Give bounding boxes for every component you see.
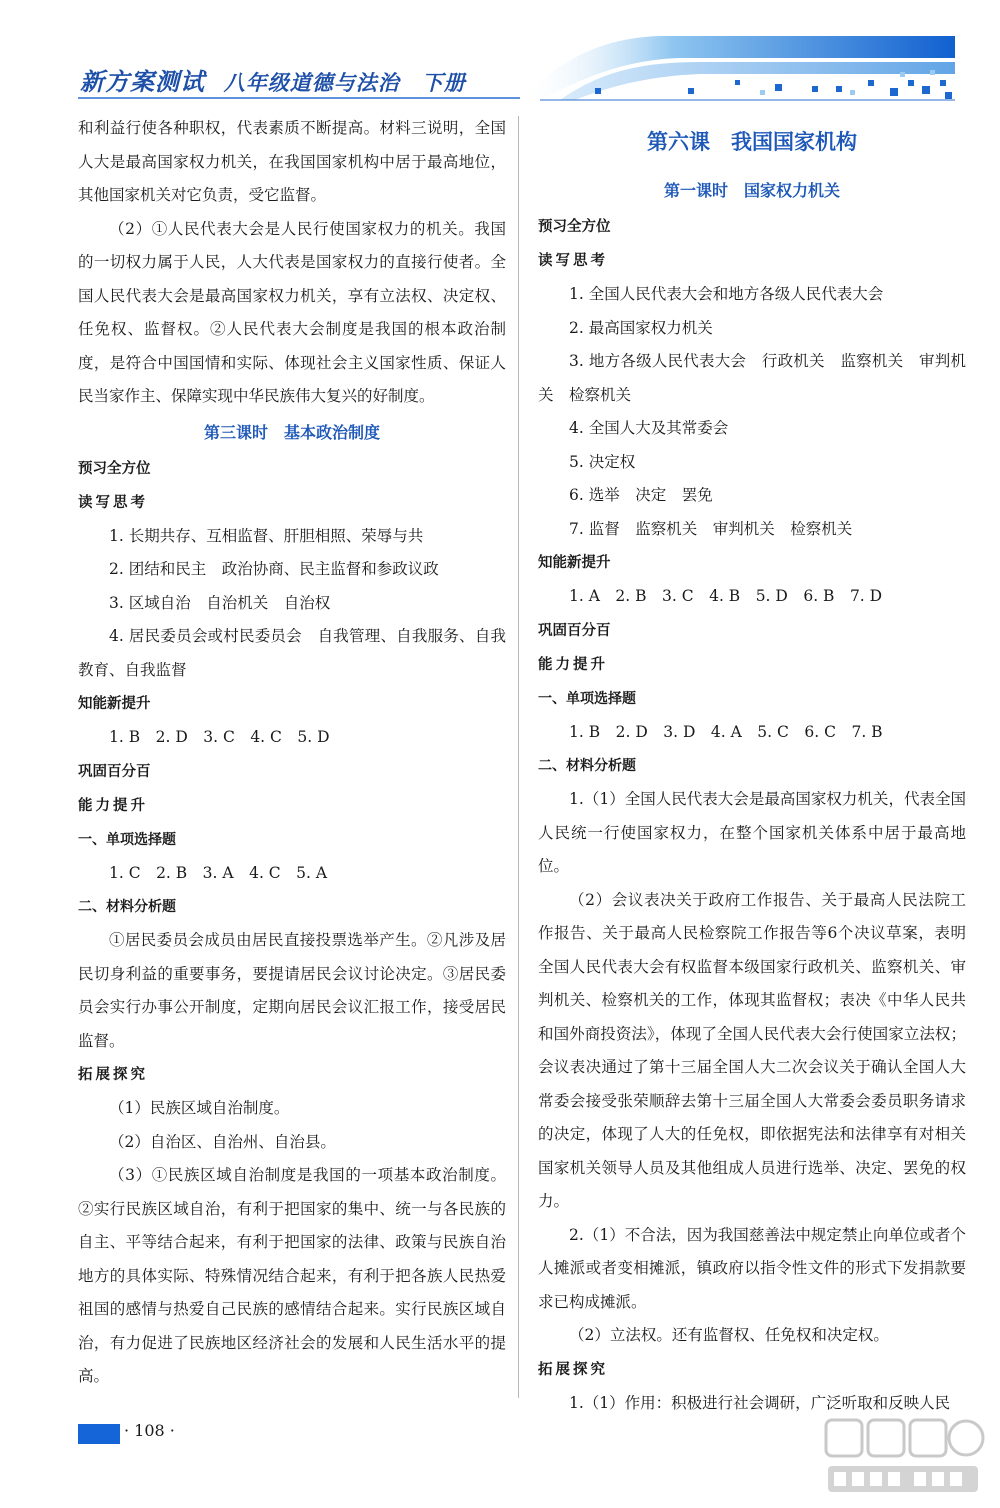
page-number: · 108 · [124,1421,175,1440]
answer-paragraph: （2）①人民代表大会是人民行使国家权力的机关。我国的一切权力属于人民，人大代表是国家权力的直接行使者。全国人民代表大会是最高国家权力机关，享有立法权、决定权、任免权、监督权。②人民代表大会制度是我国的根本政治制度，是符合中国国情和实际、体现社会主义国家性质、保证人民当家作主、保障实现中华民族伟大复兴的好制度。 [78,219,506,405]
question-type-title: 一、单项选择题 [538,690,636,707]
section-title: 第三课时 基本政治制度 [203,422,380,442]
heading-read-write: 读写思考 [78,493,148,511]
answer-key: 1. A 2. B 3. C 4. B 5. D 6. B 7. D [569,587,883,605]
answer-paragraph: 1.（1）作用：积极进行社会调研，广泛听取和反映人民 [569,1393,951,1412]
question-type-title: 一、单项选择题 [78,831,176,848]
answer-item: 3. 区域自治 自治机关 自治权 [109,593,331,612]
answer-item: （1）民族区域自治制度。 [109,1099,290,1117]
heading-explore: 拓展探究 [78,1066,148,1083]
book-subject: 八年级道德与法治 下册 [223,70,466,95]
heading-ability: 能力提升 [78,796,148,814]
heading-preview: 预习全方位 [78,460,151,477]
section-title: 第一课时 国家权力机关 [663,181,840,200]
column-divider [518,116,519,1398]
footer-color-bar [78,1424,120,1444]
answer-paragraph: ①居民委员会成员由居民直接投票选举产生。②凡涉及居民切身利益的重要事务，要提请居民会议讨论决定。③居民委员会实行办事公开制度，定期向居民会议汇报工作，接受居民监督。 [78,931,506,1050]
answer-item: （2）自治区、自治州、自治县。 [109,1132,336,1151]
answer-paragraph: （2）会议表决关于政府工作报告、关于最高人民法院工作报告、关于最高人民检察院工作报告等6个决议草案，表明全国人民代表大会有权监督本级国家行政机关、监察机关、审判机关、检察机关的工作，体现其监督权；表决《中华人民共和国外商投资法》，体现了全国人民代表大会行使国家立法权；会议表决通过了第十三届全国人大二次会议关于确认全国人大常委会接受张荣顺辞去第十三届全国人大常委会委员职务请求的决定，体现了人大的任免权，即依据宪法和法律享有对相关国家机关领导人员及其他组成人员进行选举、决定、罢免的权力。 [538,890,966,1210]
answer-item: 7. 监督 监察机关 审判机关 检察机关 [569,519,853,538]
answer-item: 1. 全国人民代表大会和地方各级人民代表大会 [569,285,884,303]
answer-paragraph: （2）立法权。还有监督权、任免权和决定权。 [569,1326,889,1344]
right-column [538,112,966,1420]
heading-preview: 预习全方位 [538,219,611,235]
answer-item: 4. 居民委员会或村民委员会 自我管理、自我服务、自我教育、自我监督 [78,627,506,679]
answer-item: 4. 全国人大及其常委会 [569,419,729,437]
watermark-logo [818,1414,988,1500]
answer-item: 2. 最高国家权力机关 [569,318,713,337]
answer-item: 3. 地方各级人民代表大会 行政机关 监察机关 审判机关 检察机关 [538,352,966,404]
header-title [80,62,466,97]
answer-key: 1. C 2. B 3. A 4. C 5. A [109,863,328,882]
answer-paragraph: 2.（1）不合法，因为我国慈善法中规定禁止向单位或者个人摊派或者变相摊派，镇政府以指令性文件的形式下发捐款要求已构成摊派。 [538,1225,966,1311]
heading-knowledge: 知能新提升 [78,696,151,712]
answer-item: 1. 长期共存、互相监督、肝胆相照、荣辱与共 [109,526,424,545]
heading-consolidate: 巩固百分百 [538,622,611,639]
answer-key: 1. B 2. D 3. C 4. C 5. D [109,728,330,746]
heading-consolidate: 巩固百分百 [78,763,151,780]
heading-read-write: 读写思考 [538,252,608,269]
question-type-title: 二、材料分析题 [78,899,176,915]
heading-ability: 能力提升 [538,655,608,673]
answer-key: 1. B 2. D 3. D 4. A 5. C 6. C 7. B [569,722,883,741]
heading-knowledge: 知能新提升 [538,555,611,571]
lesson-title: 第六课 我国国家机构 [647,130,857,154]
answer-item: 2. 团结和民主 政治协商、民主监督和参政议政 [109,560,439,578]
answer-item: 5. 决定权 [569,452,636,471]
answer-paragraph: （3）①民族区域自治制度是我国的一项基本政治制度。②实行民族区域自治，有利于把国家的集中、统一与各民族的自主、平等结合起来，有利于把国家的法律、政策与民族自治地方的具体实际、特殊情况结合起来，有利于把各族人民热爱祖国的感情与热爱自己民族的感情结合起来。实行民族区域自治，有力促进了民族地区经济社会的发展和人民生活水平的提高。 [78,1166,506,1385]
answer-item: 6. 选举 决定 罢免 [569,486,713,504]
continued-paragraph: 和利益行使各种职权，代表素质不断提高。材料三说明，全国人大是最高国家权力机关，在我国国家机构中居于最高地位，其他国家机关对它负责，受它监督。 [78,119,506,204]
page-header [0,0,1000,108]
book-brand: 新方案测试 [80,67,205,96]
heading-explore: 拓展探究 [538,1360,608,1378]
question-type-title: 二、材料分析题 [538,758,636,774]
left-column [78,112,506,1394]
answer-paragraph: 1.（1）全国人民代表大会是最高国家权力机关，代表全国人民统一行使国家权力，在整个国家机关体系中居于最高地位。 [538,790,966,875]
